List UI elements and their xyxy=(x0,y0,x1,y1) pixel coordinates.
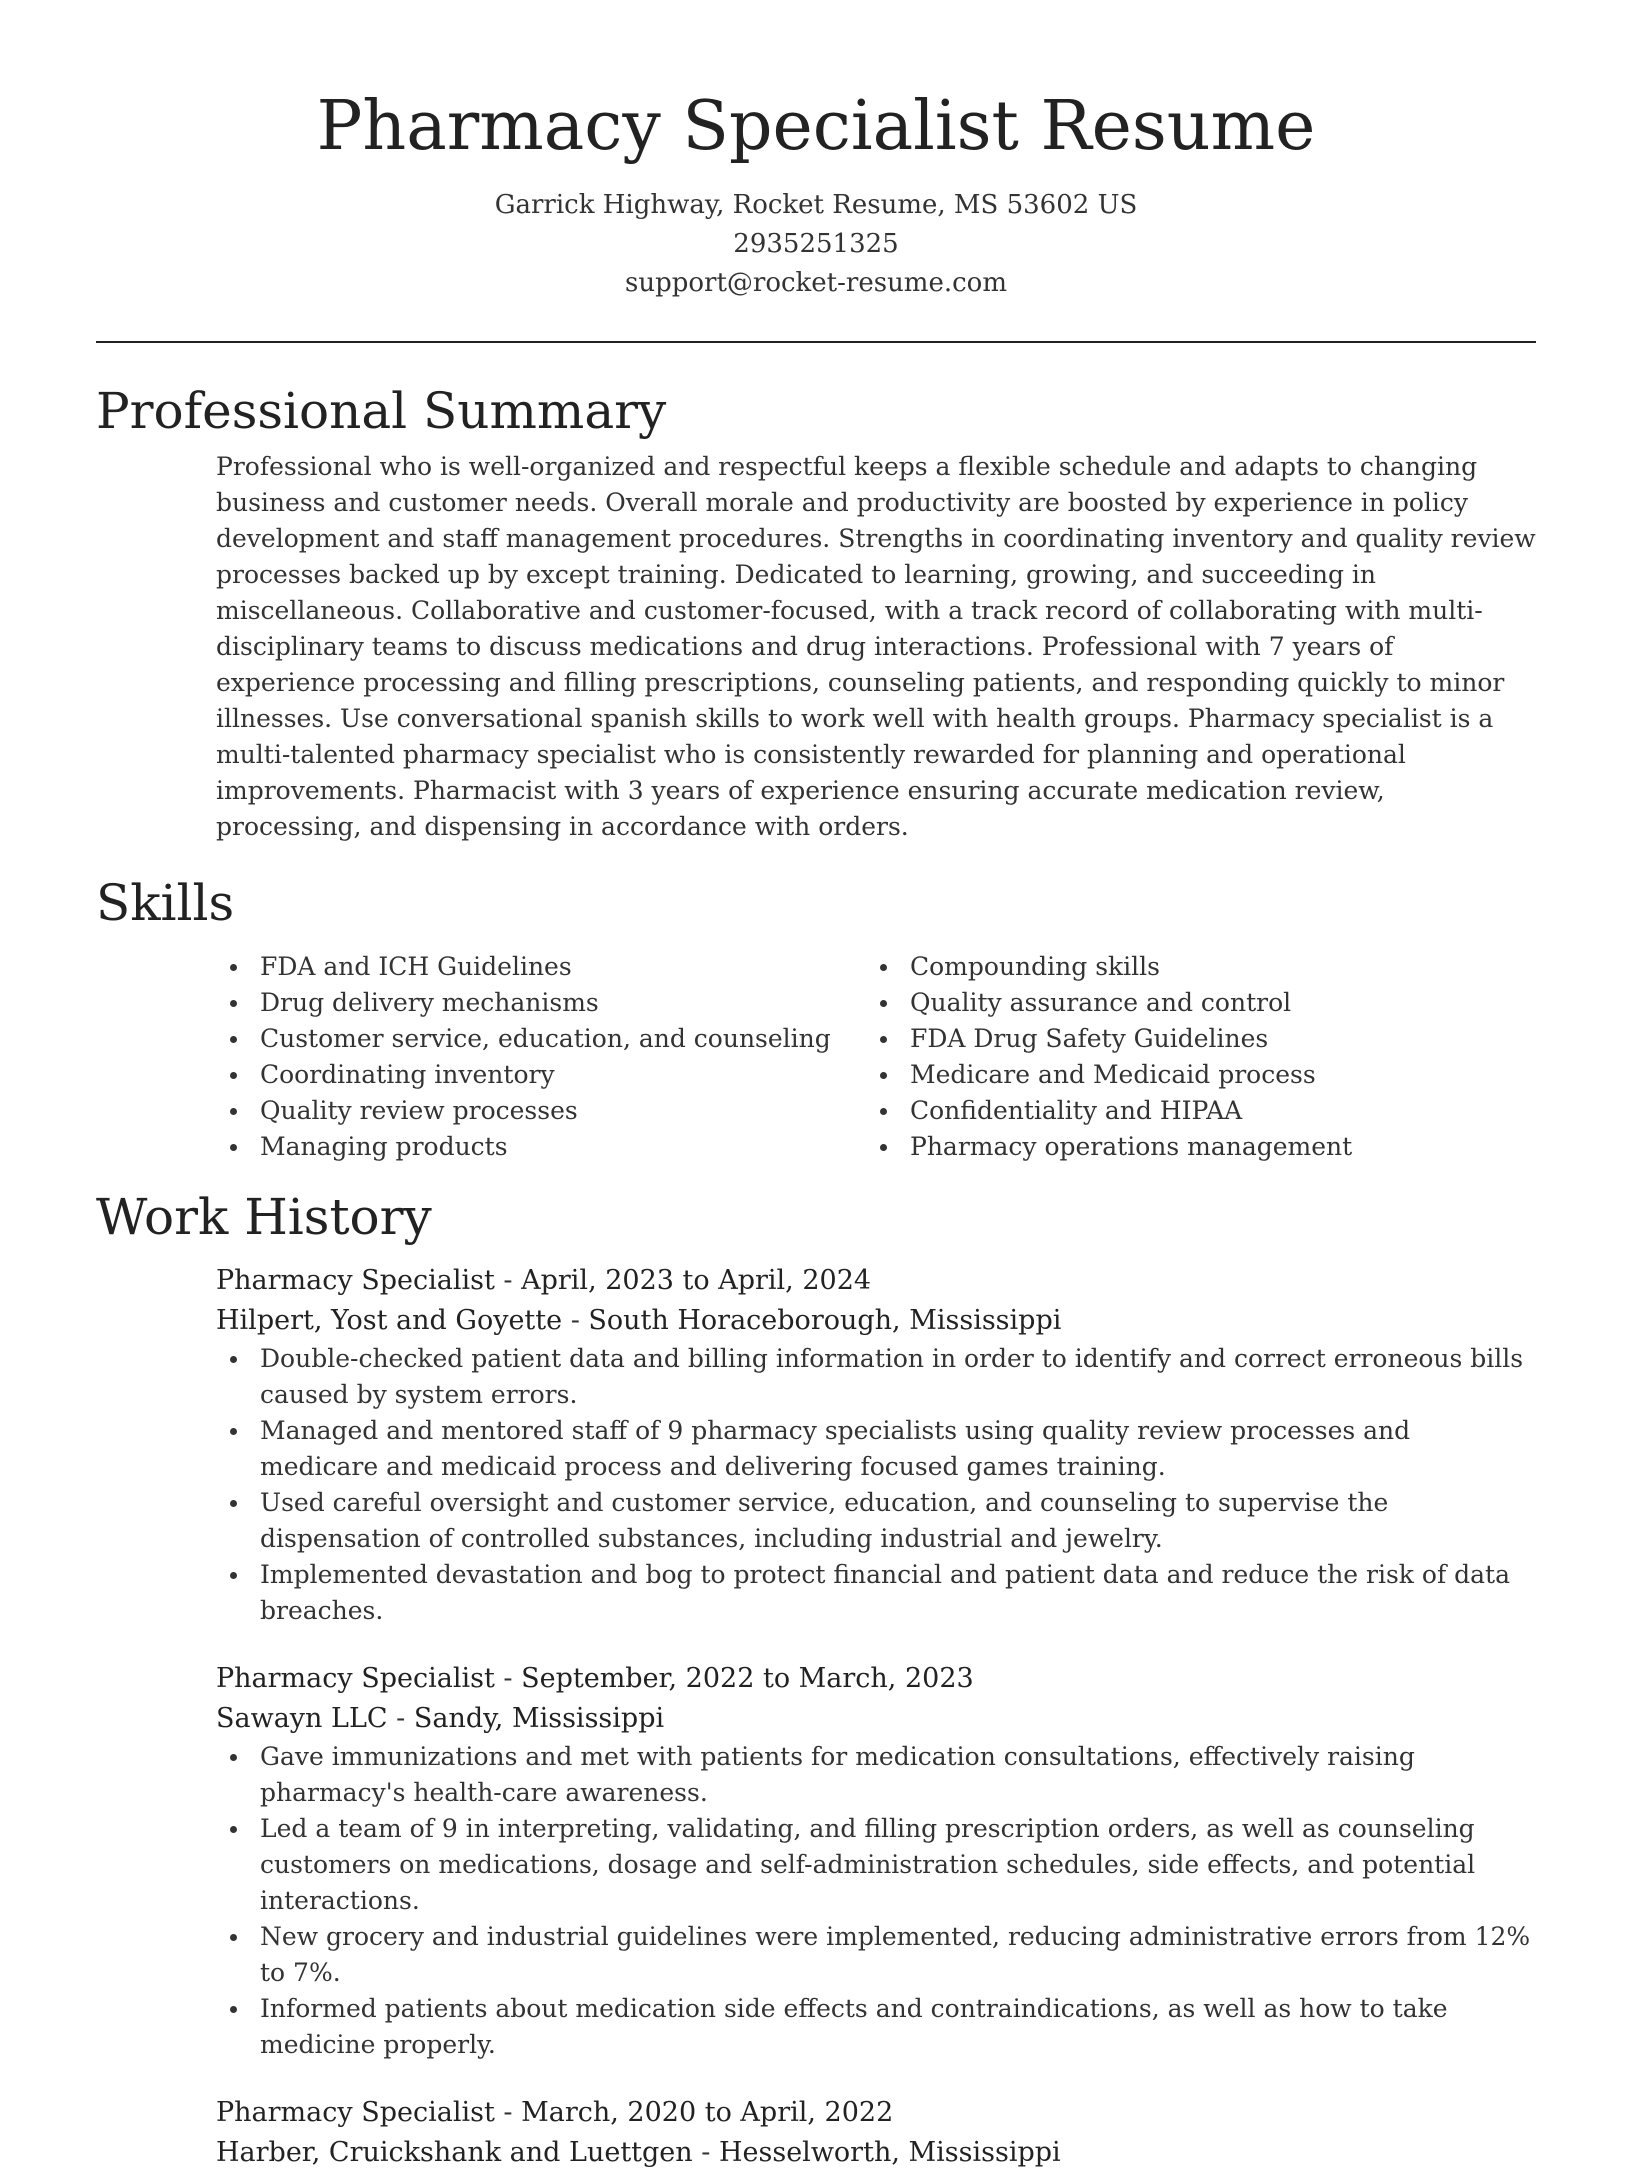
job-duty: Managed and mentored staff of 9 pharmacy specialists using quality review processes and medicare and medicaid process and delivering focused games training. xyxy=(216,1413,1536,1485)
job-location: South Horaceborough, Mississippi xyxy=(588,1305,1062,1336)
job-dates: March, 2020 to April, 2022 xyxy=(521,2097,894,2128)
job-duty: Implemented devastation and bog to protect financial and patient data and reduce the risk of data breaches. xyxy=(216,1557,1536,1629)
job-title-line xyxy=(216,1659,1536,1699)
contact-address: Garrick Highway, Rocket Resume, MS 53602 US xyxy=(494,190,1138,220)
job-duties xyxy=(216,1341,1536,1629)
skill-item: Quality assurance and control xyxy=(866,985,1516,1021)
job-separator: - xyxy=(494,2097,522,2128)
job-duty: New grocery and industrial guidelines were implemented, reducing administrative errors from 12% to 7%. xyxy=(216,1919,1536,1991)
header-divider xyxy=(96,341,1536,343)
job-entry xyxy=(216,1659,1536,2063)
summary-text: Professional who is well-organized and respectful keeps a flexible schedule and adapts to changing business and customer needs. Overall morale and productivity are boosted by experience in policy development and staff management procedures. Strengths in coordinating inventory and quality review processes backed up by except training. Dedicated to learning, growing, and succeeding in miscellaneous. Collaborative and customer-focused, with a track record of collaborating with multi-disciplinary teams to discuss medications and drug interactions. Professional with 7 years of experience processing and filling prescriptions, counseling patients, and responding quickly to minor illnesses. Use conversational spanish skills to work well with health groups. Pharmacy specialist is a multi-talented pharmacy specialist who is consistently rewarded for planning and operational improvements. Pharmacist with 3 years of experience ensuring accurate medication review, processing, and dispensing in accordance with orders. xyxy=(216,452,1536,841)
skills-column-right xyxy=(866,949,1516,1165)
skills-column-left xyxy=(216,949,866,1165)
skill-item: Managing products xyxy=(216,1129,866,1165)
skill-item: Compounding skills xyxy=(866,949,1516,985)
contact-phone: 2935251325 xyxy=(733,229,899,259)
job-duty: Used careful oversight and customer service, education, and counseling to supervise the dispensation of controlled substances, including industrial and jewelry. xyxy=(216,1485,1536,1557)
job-company-line xyxy=(216,2133,1536,2173)
job-company: Hilpert, Yost and Goyette xyxy=(216,1305,563,1336)
job-duty: Led a team of 9 in interpreting, validating, and filling prescription orders, as well as counseling customers on medications, dosage and self-administration schedules, side effects, and potential interactions. xyxy=(216,1811,1536,1919)
job-entry xyxy=(216,2093,1536,2173)
job-separator: - xyxy=(387,1703,414,1734)
skill-item: Drug delivery mechanisms xyxy=(216,985,866,1021)
job-company-line xyxy=(216,1699,1536,1739)
resume-title: Pharmacy Specialist Resume xyxy=(316,87,1316,166)
job-duty: Informed patients about medication side effects and contraindications, as well as how to take medicine properly. xyxy=(216,1991,1536,2063)
job-dates: September, 2022 to March, 2023 xyxy=(521,1663,974,1694)
contact-email[interactable]: support@rocket-resume.com xyxy=(624,268,1007,298)
skill-item: Medicare and Medicaid process xyxy=(866,1057,1516,1093)
skill-item: Quality review processes xyxy=(216,1093,866,1129)
job-duty: Double-checked patient data and billing information in order to identify and correct erroneous bills caused by system errors. xyxy=(216,1341,1536,1413)
work-history-heading: Work History xyxy=(96,1188,432,1246)
job-duties xyxy=(216,1739,1536,2063)
job-title-line xyxy=(216,2093,1536,2133)
job-separator: - xyxy=(562,1305,589,1336)
skills-list xyxy=(216,949,1536,1165)
resume-header xyxy=(96,0,1536,303)
job-location: Sandy, Mississippi xyxy=(413,1703,665,1734)
job-role: Pharmacy Specialist xyxy=(216,2097,495,2128)
job-role: Pharmacy Specialist xyxy=(216,1663,495,1694)
skill-item: FDA Drug Safety Guidelines xyxy=(866,1021,1516,1057)
job-separator: - xyxy=(494,1663,522,1694)
skills-heading: Skills xyxy=(96,874,235,932)
job-separator: - xyxy=(692,2137,719,2168)
skill-item: Confidentiality and HIPAA xyxy=(866,1093,1516,1129)
job-separator: - xyxy=(494,1265,522,1296)
job-entry xyxy=(216,1261,1536,1629)
skill-item: Pharmacy operations management xyxy=(866,1129,1516,1165)
job-location: Hesselworth, Mississippi xyxy=(718,2137,1061,2168)
job-company: Sawayn LLC xyxy=(216,1703,388,1734)
job-role: Pharmacy Specialist xyxy=(216,1265,495,1296)
job-title-line xyxy=(216,1261,1536,1301)
resume-page xyxy=(96,0,1536,2173)
job-company: Harber, Cruickshank and Luettgen xyxy=(216,2137,693,2168)
skill-item: Coordinating inventory xyxy=(216,1057,866,1093)
job-company-line xyxy=(216,1301,1536,1341)
job-duty: Gave immunizations and met with patients for medication consultations, effectively raising pharmacy's health-care awareness. xyxy=(216,1739,1536,1811)
job-dates: April, 2023 to April, 2024 xyxy=(521,1265,872,1296)
skill-item: Customer service, education, and counseling xyxy=(216,1021,866,1057)
summary-heading: Professional Summary xyxy=(96,382,667,440)
skill-item: FDA and ICH Guidelines xyxy=(216,949,866,985)
